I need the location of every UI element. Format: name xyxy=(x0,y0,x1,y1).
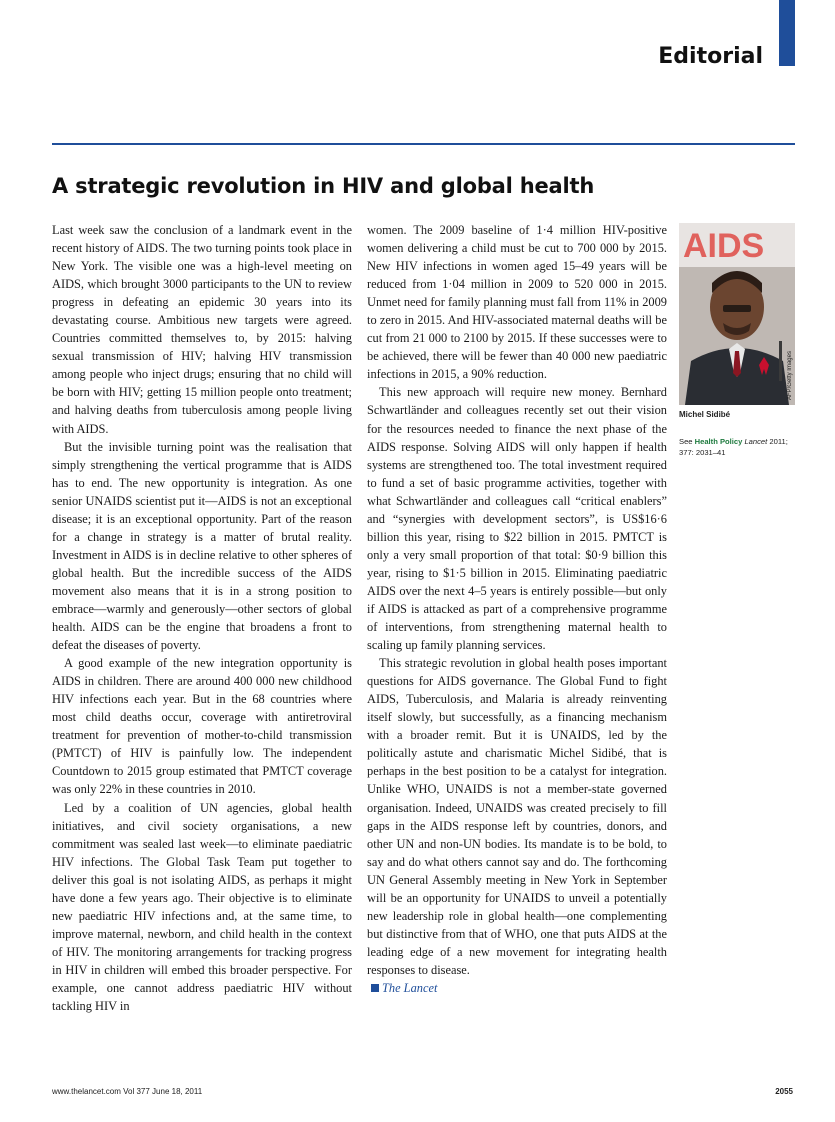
photo-sign-text: AIDS xyxy=(683,227,765,265)
see-also-link[interactable]: Health Policy xyxy=(694,437,743,446)
paragraph: Last week saw the conclusion of a landmark event in the recent history of AIDS. The two turning points took place in New York. The visible one was a high-level meeting on AIDS, which brought 3000 participants to the UN to review progress in defeating an epidemic 30 years into its devastating course. Ambitious new targets were agreed. Countries committed themselves to, by 2015: halving sexual transmission of HIV; halving HIV transmission among people who inject drugs; ensuring that no child will be born with HIV; getting 15 million people onto treatment; and halving deaths from tuberculosis among people living with AIDS. xyxy=(52,223,352,436)
footer-page-number: 2055 xyxy=(775,1087,793,1096)
middle-column xyxy=(367,221,667,997)
paragraph: But the invisible turning point was the realisation that simply strengthening the vertical programme that is AIDS has to end. The new opportunity is integration. As one senior UNAIDS scientist put it—AIDS is not an exceptional disease; it is an exceptional opportunity. Part of the reason for a change in strategy is a matter of brutal reality. Investment in AIDS is in decline relative to other spheres of global health. But the incredible success of the AIDS movement also means that it is in a strong position to embrace—warmly and generously—other sectors of global health. AIDS can be the engine that broadens a front to defeat the diseases of poverty. xyxy=(52,439,352,653)
paragraph: This strategic revolution in global health poses important questions for AIDS governance. The Global Fund to fight AIDS, Tuberculosis, and Malaria is already reinventing itself slowly, but successfully, as a financing mechanism with a broader remit. But it is UNAIDS, led by the politically astute and charismatic Michel Sidibé, that is perhaps in the best position to be a catalyst for integration. Unlike WHO, UNAIDS is not a member-state governed organisation. Indeed, UNAIDS was created precisely to fill gaps in the AIDS response left by countries, donors, and other UN and non-UN bodies. Its mandate is to be bold, to say and do what others cannot say and do. The forthcoming UN General Assembly meeting in New York in September will be an opportunity for UNAIDS to unveil a potentially new leadership role in global health—one complementing but distinctive from that of WHO, one that puts AIDS at the leading edge of a new movement for integrating health responses to disease. xyxy=(367,656,667,977)
paragraph: A good example of the new integration opportunity is AIDS in children. There are around 400 000 new childhood HIV infections each year. But in the 68 countries where most child deaths occur, coverage with antiretroviral treatment for prevention of mother-to-child transmission (PMTCT) of HIV is painfully low. The independent Countdown to 2015 group estimated that PMTCT coverage was only 22% in these countries in 2010. xyxy=(52,656,352,797)
see-citation: 2011; 377: 2031–41 xyxy=(679,437,788,457)
see-journal: Lancet xyxy=(744,437,768,446)
photo-caption: Michel Sidibé xyxy=(679,410,731,419)
photo-credit: AFP/Getty Images xyxy=(787,351,793,401)
see-prefix: See xyxy=(679,437,695,446)
header-rule xyxy=(52,143,795,145)
paragraph: Led by a coalition of UN agencies, global health initiatives, and civil society organisations, a new commitment was sealed last week—to eliminate paediatric HIV infections. The Global Task Team put together to deliver this goal is not isolating AIDS, as perhaps it might have done a few years ago. Their objective is to eliminate new paediatric HIV infections and, at the same time, to improve maternal, newborn, and child health in the context of HIV. The monitoring arrangements for tracking progress in HIV in children will embed this broader perspective. For example, one cannot address paediatric HIV without tackling HIV in xyxy=(52,800,352,1014)
header-accent-bar xyxy=(779,0,795,66)
signoff xyxy=(367,981,437,995)
see-also-note xyxy=(679,436,795,458)
paragraph: This new approach will require new money. Bernhard Schwartländer and colleagues recently set out their vision for the resources needed to finance the next phase of the AIDS response. Solving AIDS will only happen if health systems are strengthened too. The total investment required to fund a set of basic programme activities, together with what Schwartländer and colleagues call “critical enablers” and “synergies with development sectors”, is US$16·6 billion this year, rising to $22 billion in 2015. PMTCT is only a very small proportion of that total: $0·9 billion this year, rising to $1·5 billion in 2015. Eliminating paediatric AIDS over the next 4–5 years is entirely possible—but only if AIDS is attacked as part of a comprehensive programme of interventions, from strengthening maternal health to scaling up family planning services. xyxy=(367,385,667,653)
end-square-icon xyxy=(371,984,379,992)
footer-journal-info: www.thelancet.com Vol 377 June 18, 2011 xyxy=(52,1087,203,1096)
portrait-illustration xyxy=(679,223,795,405)
left-column xyxy=(52,221,352,1015)
signoff-author: The Lancet xyxy=(382,980,438,995)
paragraph: women. The 2009 baseline of 1·4 million HIV-positive women delivering a child must be cut to 700 000 by 2015. New HIV infections in women aged 15–49 years will be reduced from 1·04 million in 2009 to 520 000 in 2015. Unmet need for family planning must fall from 11% in 2009 to zero in 2015. And HIV-associated maternal deaths will be cut from 21 000 to 2100 by 2015. If these successes were to be achieved, there will be fewer than 40 000 new paediatric infections in 2015, a 90% reduction. xyxy=(367,223,667,382)
portrait-photo xyxy=(679,223,795,405)
article-title: A strategic revolution in HIV and global health xyxy=(52,174,595,198)
section-label: Editorial xyxy=(658,44,763,69)
